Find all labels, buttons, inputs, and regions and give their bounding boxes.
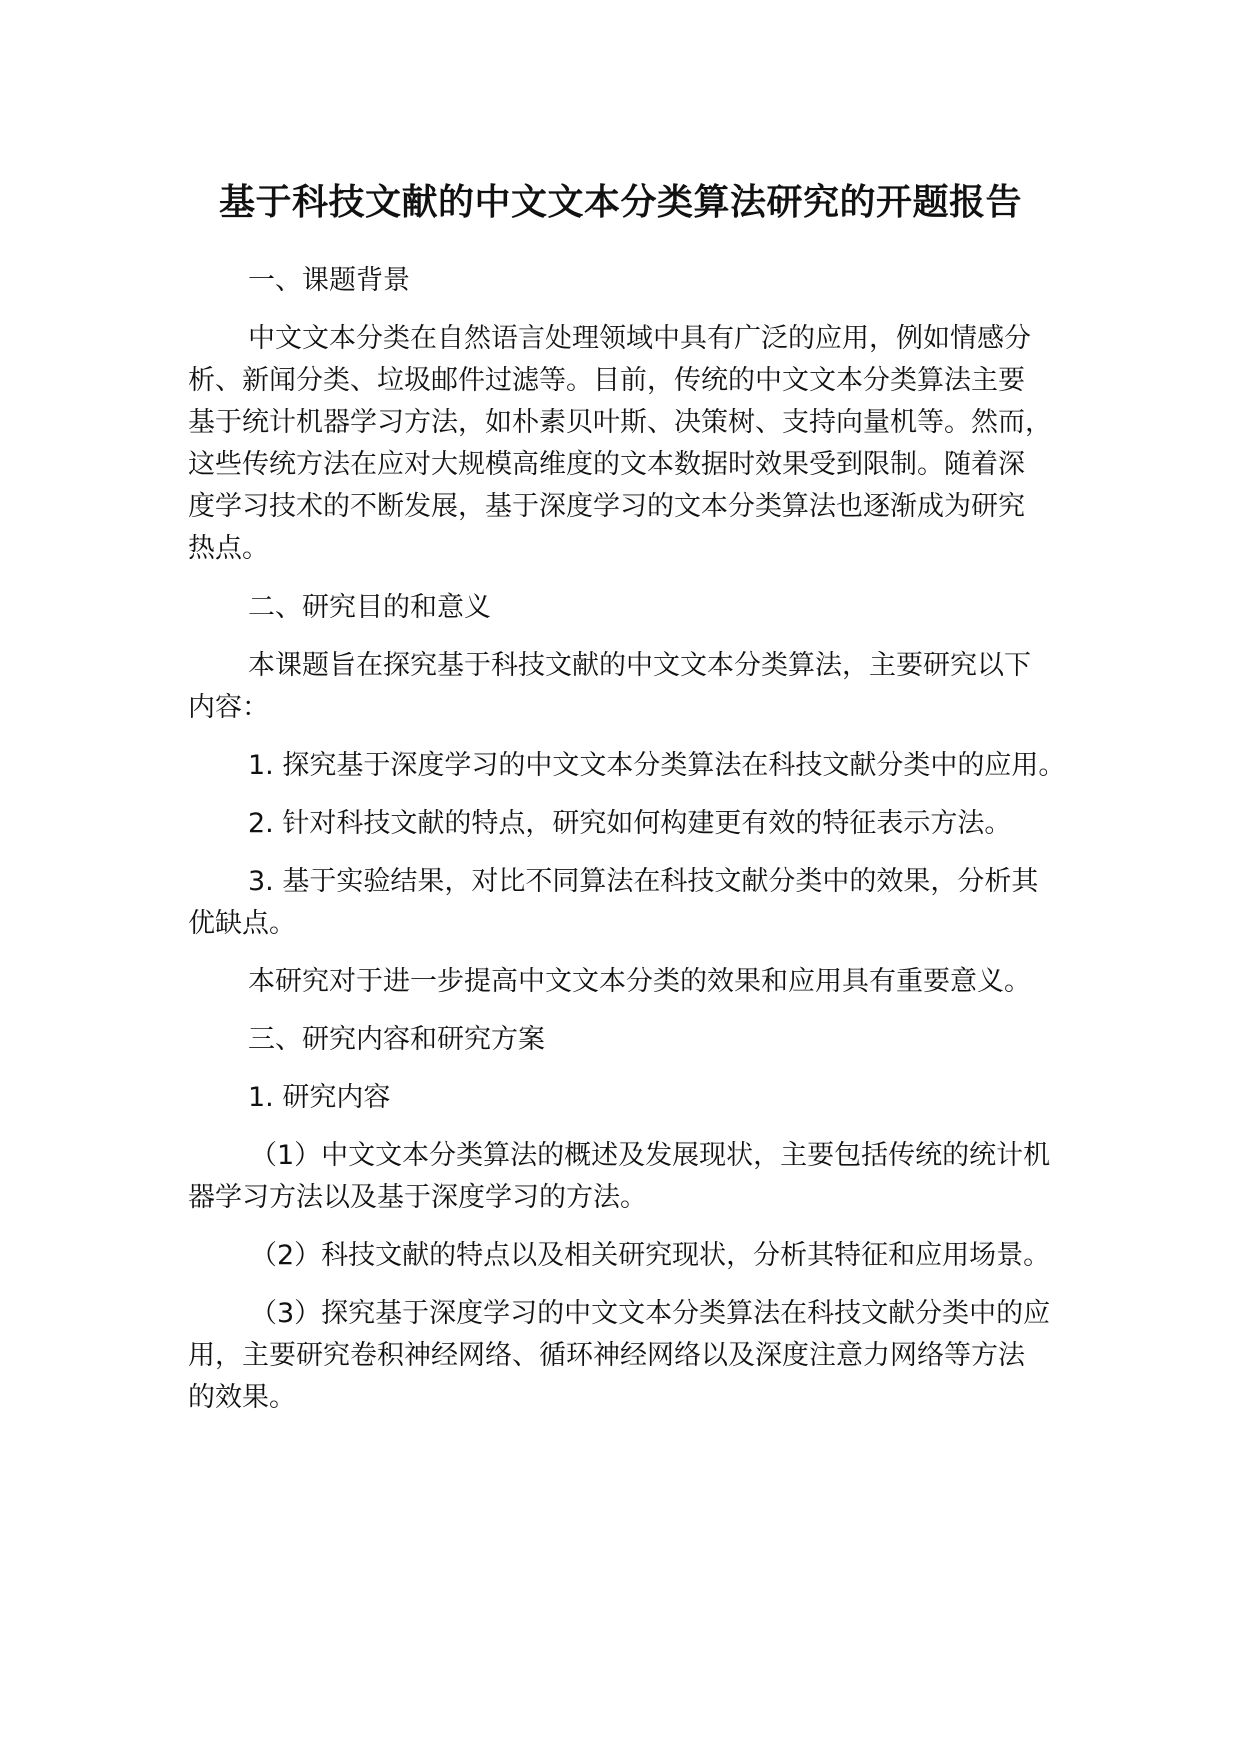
paragraph-line: （2）科技文献的特点以及相关研究现状，分析其特征和应用场景。: [250, 1240, 1051, 1271]
paragraph-line: 度学习技术的不断发展，基于深度学习的文本分类算法也逐渐成为研究: [188, 491, 1025, 522]
paragraph-line: 的效果。: [188, 1382, 296, 1413]
paragraph-line: 基于统计机器学习方法，如朴素贝叶斯、决策树、支持向量机等。然而，: [188, 407, 1052, 438]
list-item-continuation: 优缺点。: [188, 908, 296, 939]
paragraph-line: 析、新闻分类、垃圾邮件过滤等。目前，传统的中文文本分类算法主要: [188, 365, 1025, 396]
section-heading-purpose: 二、研究目的和意义: [248, 592, 491, 623]
paragraph-line: 用，主要研究卷积神经网络、循环神经网络以及深度注意力网络等方法: [188, 1340, 1025, 1371]
paragraph-line: 这些传统方法在应对大规模高维度的文本数据时效果受到限制。随着深: [188, 449, 1025, 480]
list-item: 2. 针对科技文献的特点，研究如何构建更有效的特征表示方法。: [248, 808, 1012, 839]
paragraph-line: 中文文本分类在自然语言处理领域中具有广泛的应用，例如情感分: [248, 323, 1031, 354]
paragraph-line: 热点。: [188, 533, 269, 564]
document-title: 基于科技文献的中文文本分类算法研究的开题报告: [218, 182, 1022, 223]
paragraph-line: 本课题旨在探究基于科技文献的中文文本分类算法，主要研究以下: [248, 650, 1031, 681]
paragraph-line: 内容：: [188, 692, 269, 723]
list-item: 1. 探究基于深度学习的中文文本分类算法在科技文献分类中的应用。: [248, 750, 1066, 781]
section-heading-content: 三、研究内容和研究方案: [248, 1024, 545, 1055]
list-item: 3. 基于实验结果，对比不同算法在科技文献分类中的效果，分析其: [248, 866, 1039, 897]
section-heading-background: 一、课题背景: [248, 265, 410, 296]
paragraph-line: 器学习方法以及基于深度学习的方法。: [188, 1182, 647, 1213]
paragraph-line: （1）中文文本分类算法的概述及发展现状，主要包括传统的统计机: [250, 1140, 1051, 1171]
paragraph-line: 本研究对于进一步提高中文文本分类的效果和应用具有重要意义。: [248, 966, 1031, 997]
paragraph-line: （3）探究基于深度学习的中文文本分类算法在科技文献分类中的应: [250, 1298, 1051, 1329]
subheading: 1. 研究内容: [248, 1082, 391, 1113]
